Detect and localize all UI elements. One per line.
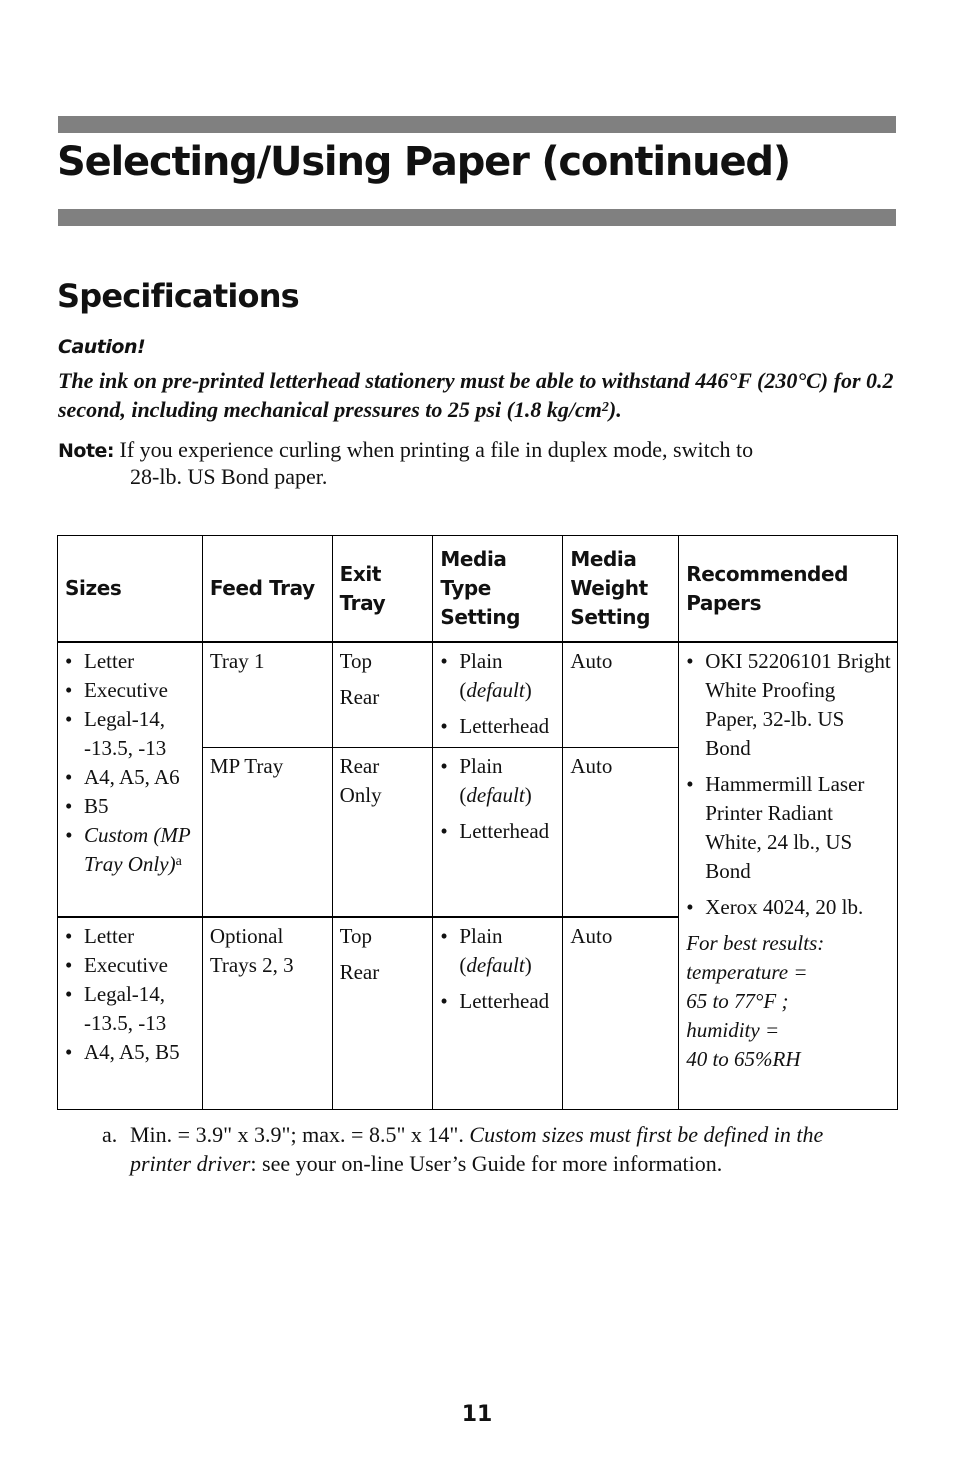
note: [58, 437, 898, 490]
header-sizes: Sizes: [58, 536, 203, 643]
caution-text: The ink on pre-printed letterhead stationery must be able to withstand 446°F (230°C) for 0.2 second, including mechanical pressures to 25 psi (1.8 $kg/cm^2$).: [58, 368, 894, 422]
header-media-type: Media Type Setting: [433, 536, 563, 643]
exit-tray-cell: Top Rear: [332, 917, 433, 1109]
media-type-cell: • Plain (default) • Letterhead: [433, 917, 563, 1109]
media-type-cell: • Plain (default) • Letterhead: [433, 747, 563, 917]
page-title: Selecting/Using Paper (continued): [57, 139, 790, 185]
section-heading: Specifications: [57, 277, 299, 315]
exit-tray-cell: Rear Only: [332, 747, 433, 917]
title-rule-bottom: [58, 209, 896, 226]
caution-label: Caution!: [58, 336, 146, 358]
table-row: [58, 642, 898, 747]
page-number: 11: [461, 1402, 493, 1427]
header-feed-tray: Feed Tray: [202, 536, 332, 643]
footnote-marker: a.: [102, 1122, 118, 1147]
header-recommended: Recommended Papers: [679, 536, 898, 643]
sizes-cell: • Letter • Executive • Legal-14, -13.5, -13 • A4, A5, B5: [58, 917, 203, 1109]
media-type-cell: • Plain (default) • Letterhead: [433, 642, 563, 747]
feed-tray-cell: MP Tray: [202, 747, 332, 917]
specifications-table: [57, 535, 898, 1110]
note-text-cont: 28-lb. US Bond paper.: [130, 464, 328, 489]
best-results-note: For best results: temperature = 65 to 77°F ; humidity = 40 to 65%RH: [686, 931, 825, 1071]
recommended-cell: • OKI 52206101 Bright White Proofing Paper, 32-lb. US Bond • Hammermill Laser Printer Radiant White, 24 lb., US Bond • Xerox 4024, 20 lb. For best results: temperature = 65 to 77°F ; humidity = 40 to 65%RH: [679, 642, 898, 1109]
exit-tray-cell: Top Rear: [332, 642, 433, 747]
media-weight-cell: Auto: [563, 747, 679, 917]
superscript-2: 2: [601, 400, 609, 415]
footnote: a. Min. = 3.9" x 3.9"; max. = 8.5" x 14". Custom sizes must first be defined in the printer driver: see your on-line User’s Guide for more information.: [102, 1122, 824, 1176]
header-media-weight: Media Weight Setting: [563, 536, 679, 643]
feed-tray-cell: Tray 1: [202, 642, 332, 747]
sizes-cell: • Letter • Executive • Legal-14, -13.5, -13 • A4, A5, A6 • B5 • Custom (MP Tray Only)$^a$: [58, 642, 203, 917]
note-text: If you experience curling when printing a file in duplex mode, switch to: [119, 437, 754, 462]
media-weight-cell: Auto: [563, 917, 679, 1109]
footnote-marker: a: [175, 854, 182, 869]
title-rule-top: [58, 116, 896, 133]
header-exit-tray: Exit Tray: [332, 536, 433, 643]
feed-tray-cell: Optional Trays 2, 3: [202, 917, 332, 1109]
media-weight-cell: Auto: [563, 642, 679, 747]
table-header-row: [58, 536, 898, 643]
note-label: Note:: [58, 440, 115, 462]
